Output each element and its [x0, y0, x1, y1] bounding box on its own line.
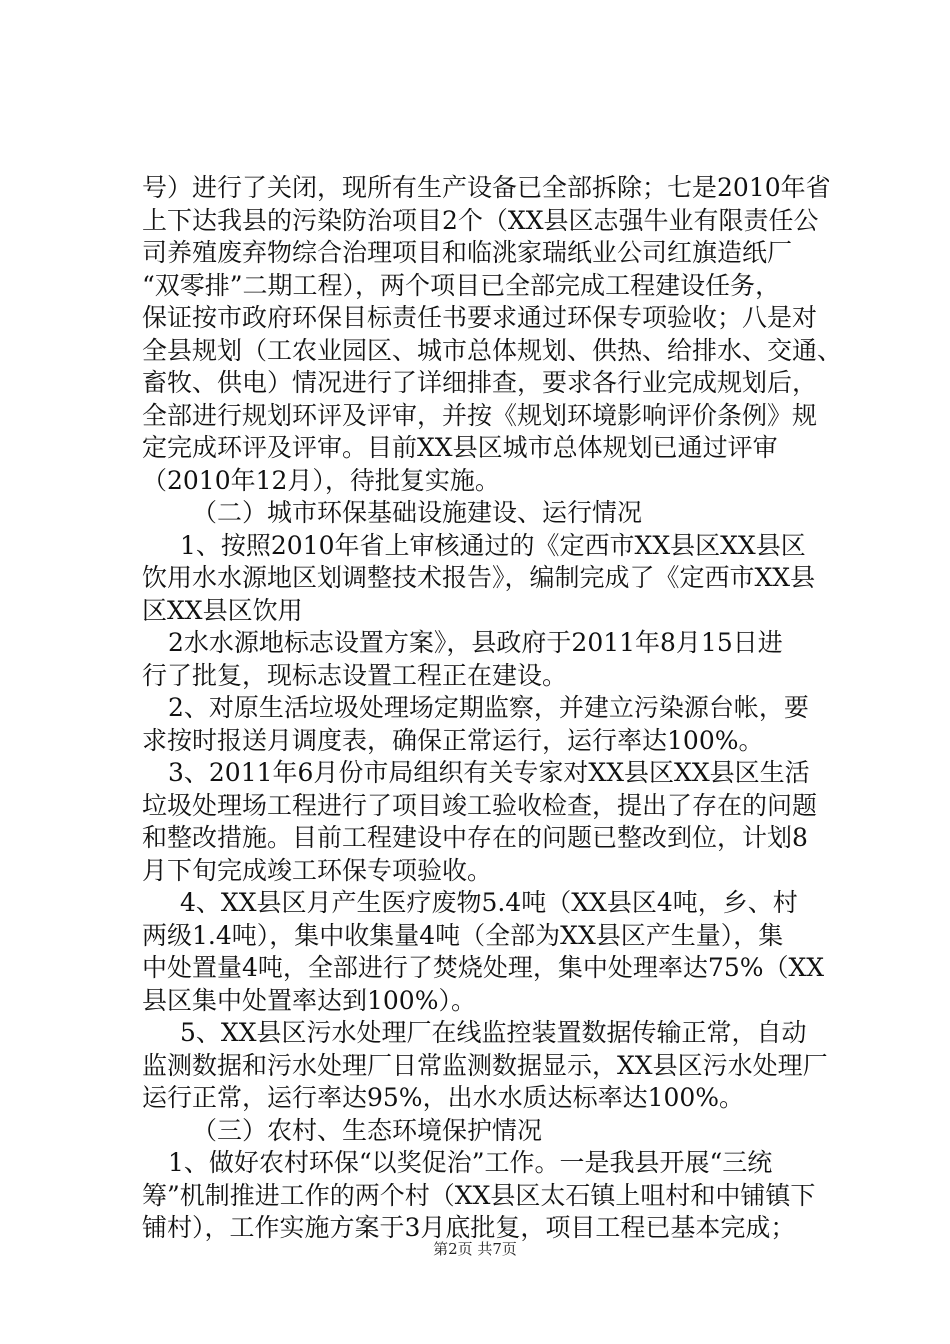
text-line: 保证按市政府环保目标责任书要求通过环保专项验收；八是对: [142, 303, 818, 332]
text-line: 铺村），工作实施方案于3月底批复，项目工程已基本完成；: [142, 1213, 796, 1242]
text-line: 饮用水水源地区划调整技术报告》，编制完成了《定西市XX县: [142, 563, 816, 592]
text-line: 县区集中处置率达到100%）。: [142, 985, 476, 1015]
text-line: 全县规划（工农业园区、城市总体规划、供热、给排水、交通、: [142, 335, 842, 365]
text-line: 2水水源地标志设置方案》，县政府于2011年8月15日进: [168, 628, 783, 657]
text-line: 4、XX县区月产生医疗废物5.4吨（XX县区4吨，乡、村: [180, 888, 798, 917]
text-line: 运行正常，运行率达95%，出水水质达标率达100%。: [142, 1083, 745, 1112]
text-line: 2、对原生活垃圾处理场定期监察，并建立污染源台帐，要: [168, 693, 809, 722]
text-line: 两级1.4吨），集中收集量4吨（全部为XX县区产生量），集: [142, 920, 784, 950]
text-line: 区XX县区饮用: [142, 595, 303, 625]
text-line: 上下达我县的污染防治项目2个（XX县区志强牛业有限责任公: [142, 205, 819, 235]
text-line: 定完成环评及评审。目前XX县区城市总体规划已通过评审: [142, 433, 778, 462]
text-line: 月下旬完成竣工环保专项验收。: [142, 855, 493, 885]
text-line: 垃圾处理场工程进行了项目竣工验收检查，提出了存在的问题: [142, 790, 818, 820]
text-line: 和整改措施。目前工程建设中存在的问题已整改到位，计划8: [142, 823, 808, 852]
page-number-footer: 第2页 共7页: [433, 1240, 517, 1258]
text-line: 3、2011年6月份市局组织有关专家对XX县区XX县区生活: [168, 758, 810, 787]
text-line: 监测数据和污水处理厂日常监测数据显示，XX县区污水处理厂: [142, 1050, 828, 1080]
text-line: 求按时报送月调度表，确保正常运行，运行率达100%。: [142, 725, 764, 755]
text-line: “双零排”二期工程），两个项目已全部完成工程建设任务，: [142, 270, 781, 300]
text-line: 畜牧、供电）情况进行了详细排查，要求各行业完成规划后，: [142, 368, 818, 397]
text-line: 号）进行了关闭，现所有生产设备已全部拆除；七是2010年省: [142, 173, 831, 202]
text-line: 1、做好农村环保“以奖促治”工作。一是我县开展“三统: [168, 1148, 773, 1177]
text-line: 1、按照2010年省上审核通过的《定西市XX县区XX县区: [180, 530, 806, 560]
text-line: 司养殖废弃物综合治理项目和临洮家瑞纸业公司红旗造纸厂: [142, 238, 793, 267]
text-line: 筹”机制推进工作的两个村（XX县区太石镇上咀村和中铺镇下: [142, 1180, 816, 1210]
text-line: 中处置量4吨，全部进行了焚烧处理，集中处理率达75%（XX: [142, 953, 825, 982]
text-line: （2010年12月），待批复实施。: [142, 465, 500, 495]
text-line: 行了批复，现标志设置工程正在建设。: [142, 660, 568, 690]
section-heading: （三）农村、生态环境保护情况: [192, 1115, 543, 1145]
section-heading: （二）城市环保基础设施建设、运行情况: [192, 498, 643, 527]
text-line: 全部进行规划环评及评审，并按《规划环境影响评价条例》规: [142, 400, 818, 430]
document-body: [142, 172, 842, 1245]
text-line: 5、XX县区污水处理厂在线监控装置数据传输正常，自动: [180, 1018, 807, 1047]
